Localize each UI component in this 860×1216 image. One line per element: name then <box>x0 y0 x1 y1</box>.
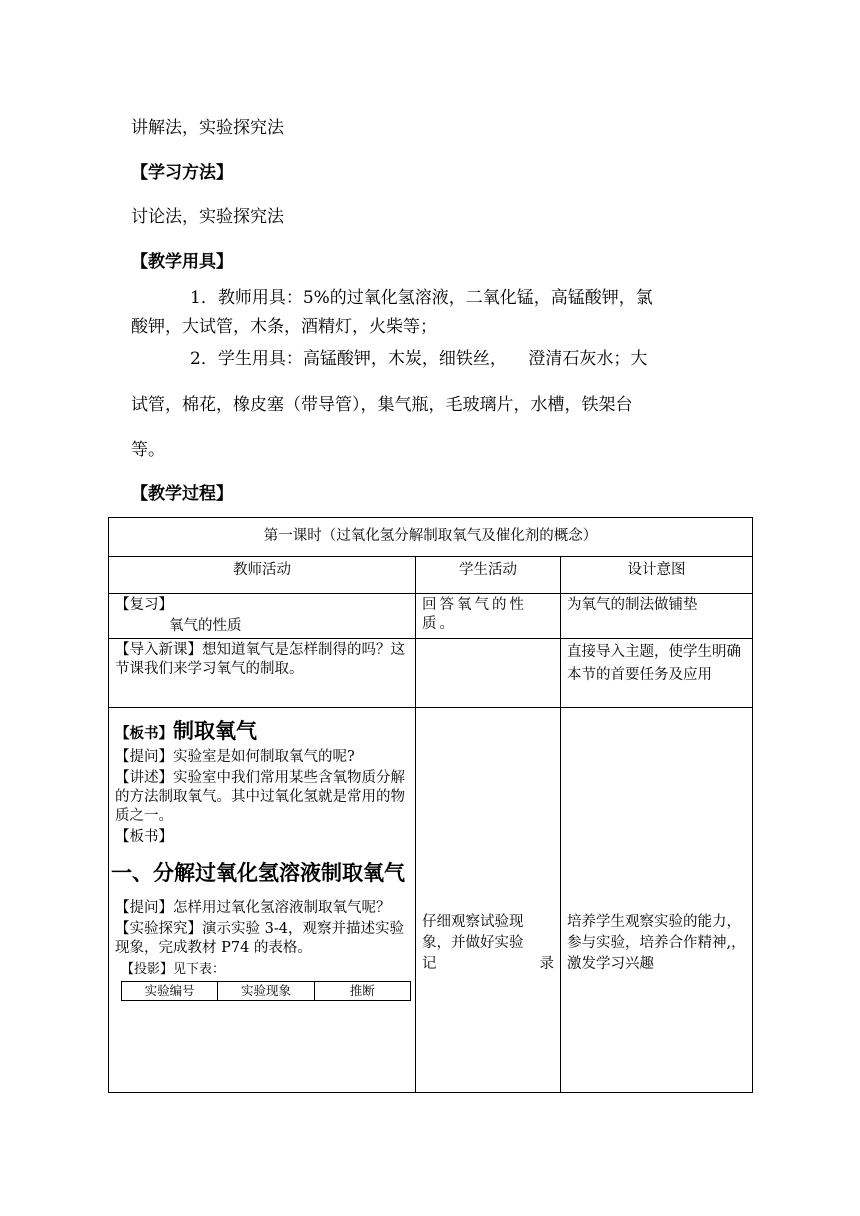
header-teacher: 教师活动 <box>109 557 416 594</box>
teaching-process-heading: 【教学过程】 <box>131 484 233 504</box>
teacher-tools-line1: 1．教师用具：5%的过氧化氢溶液，二氧化锰，高锰酸钾，氯 <box>190 288 653 308</box>
student-note-line1: 仔细观察试验现 <box>422 914 524 930</box>
question-2: 【提问】怎样用过氧化氢溶液制取氧气呢？ <box>115 900 391 916</box>
experiment-record-table <box>121 981 411 1001</box>
student-note-line3: 记录 <box>422 956 554 972</box>
board-title: 制取氧气 <box>173 719 257 743</box>
teacher-tools-line2: 酸钾，大试管，木条，酒精灯，火柴等； <box>131 317 437 337</box>
section-title: 一、分解过氧化氢溶液制取氧气 <box>111 861 405 885</box>
inner-header-phenomenon: 实验现象 <box>218 982 314 1001</box>
row3-student <box>416 708 561 1093</box>
teaching-tools-heading: 【教学用具】 <box>131 252 233 272</box>
student-tools-line3: 等。 <box>131 440 165 460</box>
question-1: 【提问】实验室是如何制取氧气的呢? <box>115 749 355 765</box>
learning-method-heading: 【学习方法】 <box>131 163 233 183</box>
student-tools-line2: 试管，棉花，橡皮塞（带导管），集气瓶，毛玻璃片，水槽，铁架台 <box>131 395 633 415</box>
student-note-line2: 象，并做好实验 <box>422 935 524 951</box>
board-tag-2: 【板书】 <box>115 829 173 845</box>
row1-teacher <box>109 594 416 639</box>
inner-header-inference: 推断 <box>314 982 410 1001</box>
header-student: 学生活动 <box>416 557 561 594</box>
review-topic: 氧气的性质 <box>169 618 242 634</box>
experiment-explore: 【实验探究】演示实验 3-4，观察并描述实验现象，完成教材 P74 的表格。 <box>115 921 404 956</box>
header-intent: 设计意图 <box>561 557 753 594</box>
explanation: 【讲述】实验室中我们常用某些含氧物质分解的方法制取氧气。其中过氧化氢就是常用的物质之一。 <box>115 770 405 824</box>
student-tools-line1: 2．学生用具：高锰酸钾，木炭，细铁丝， 澄清石灰水；大 <box>190 349 648 369</box>
row3-intent <box>561 708 753 1093</box>
row2-student <box>416 639 561 708</box>
lesson-title: 第一课时（过氧化氢分解制取氧气及催化剂的概念） <box>263 528 598 544</box>
board-tag: 【板书】 <box>115 726 173 742</box>
row2-teacher: 【导入新课】想知道氧气是怎样制得的吗？这节课我们来学习氧气的制取。 <box>109 639 416 708</box>
lesson-plan-table <box>108 517 753 1093</box>
inner-header-id: 实验编号 <box>122 982 218 1001</box>
learning-method-text: 讨论法，实验探究法 <box>131 207 284 227</box>
row3-intent-text: 培养学生观察实验的能力，参与实验，培养合作精神,，激发学习兴趣 <box>567 914 746 972</box>
row3-teacher <box>109 708 416 1093</box>
table-title-cell <box>109 518 753 557</box>
row2-intent: 直接导入主题，使学生明确本节的首要任务及应用 <box>561 639 753 708</box>
teaching-methods-text: 讲解法，实验探究法 <box>131 118 284 138</box>
review-tag: 【复习】 <box>115 597 173 613</box>
row1-intent: 为氧气的制法做铺垫 <box>561 594 753 639</box>
projection-note: 【投影】见下表： <box>121 962 226 977</box>
row1-student: 回答氧气的性质。 <box>416 594 561 639</box>
